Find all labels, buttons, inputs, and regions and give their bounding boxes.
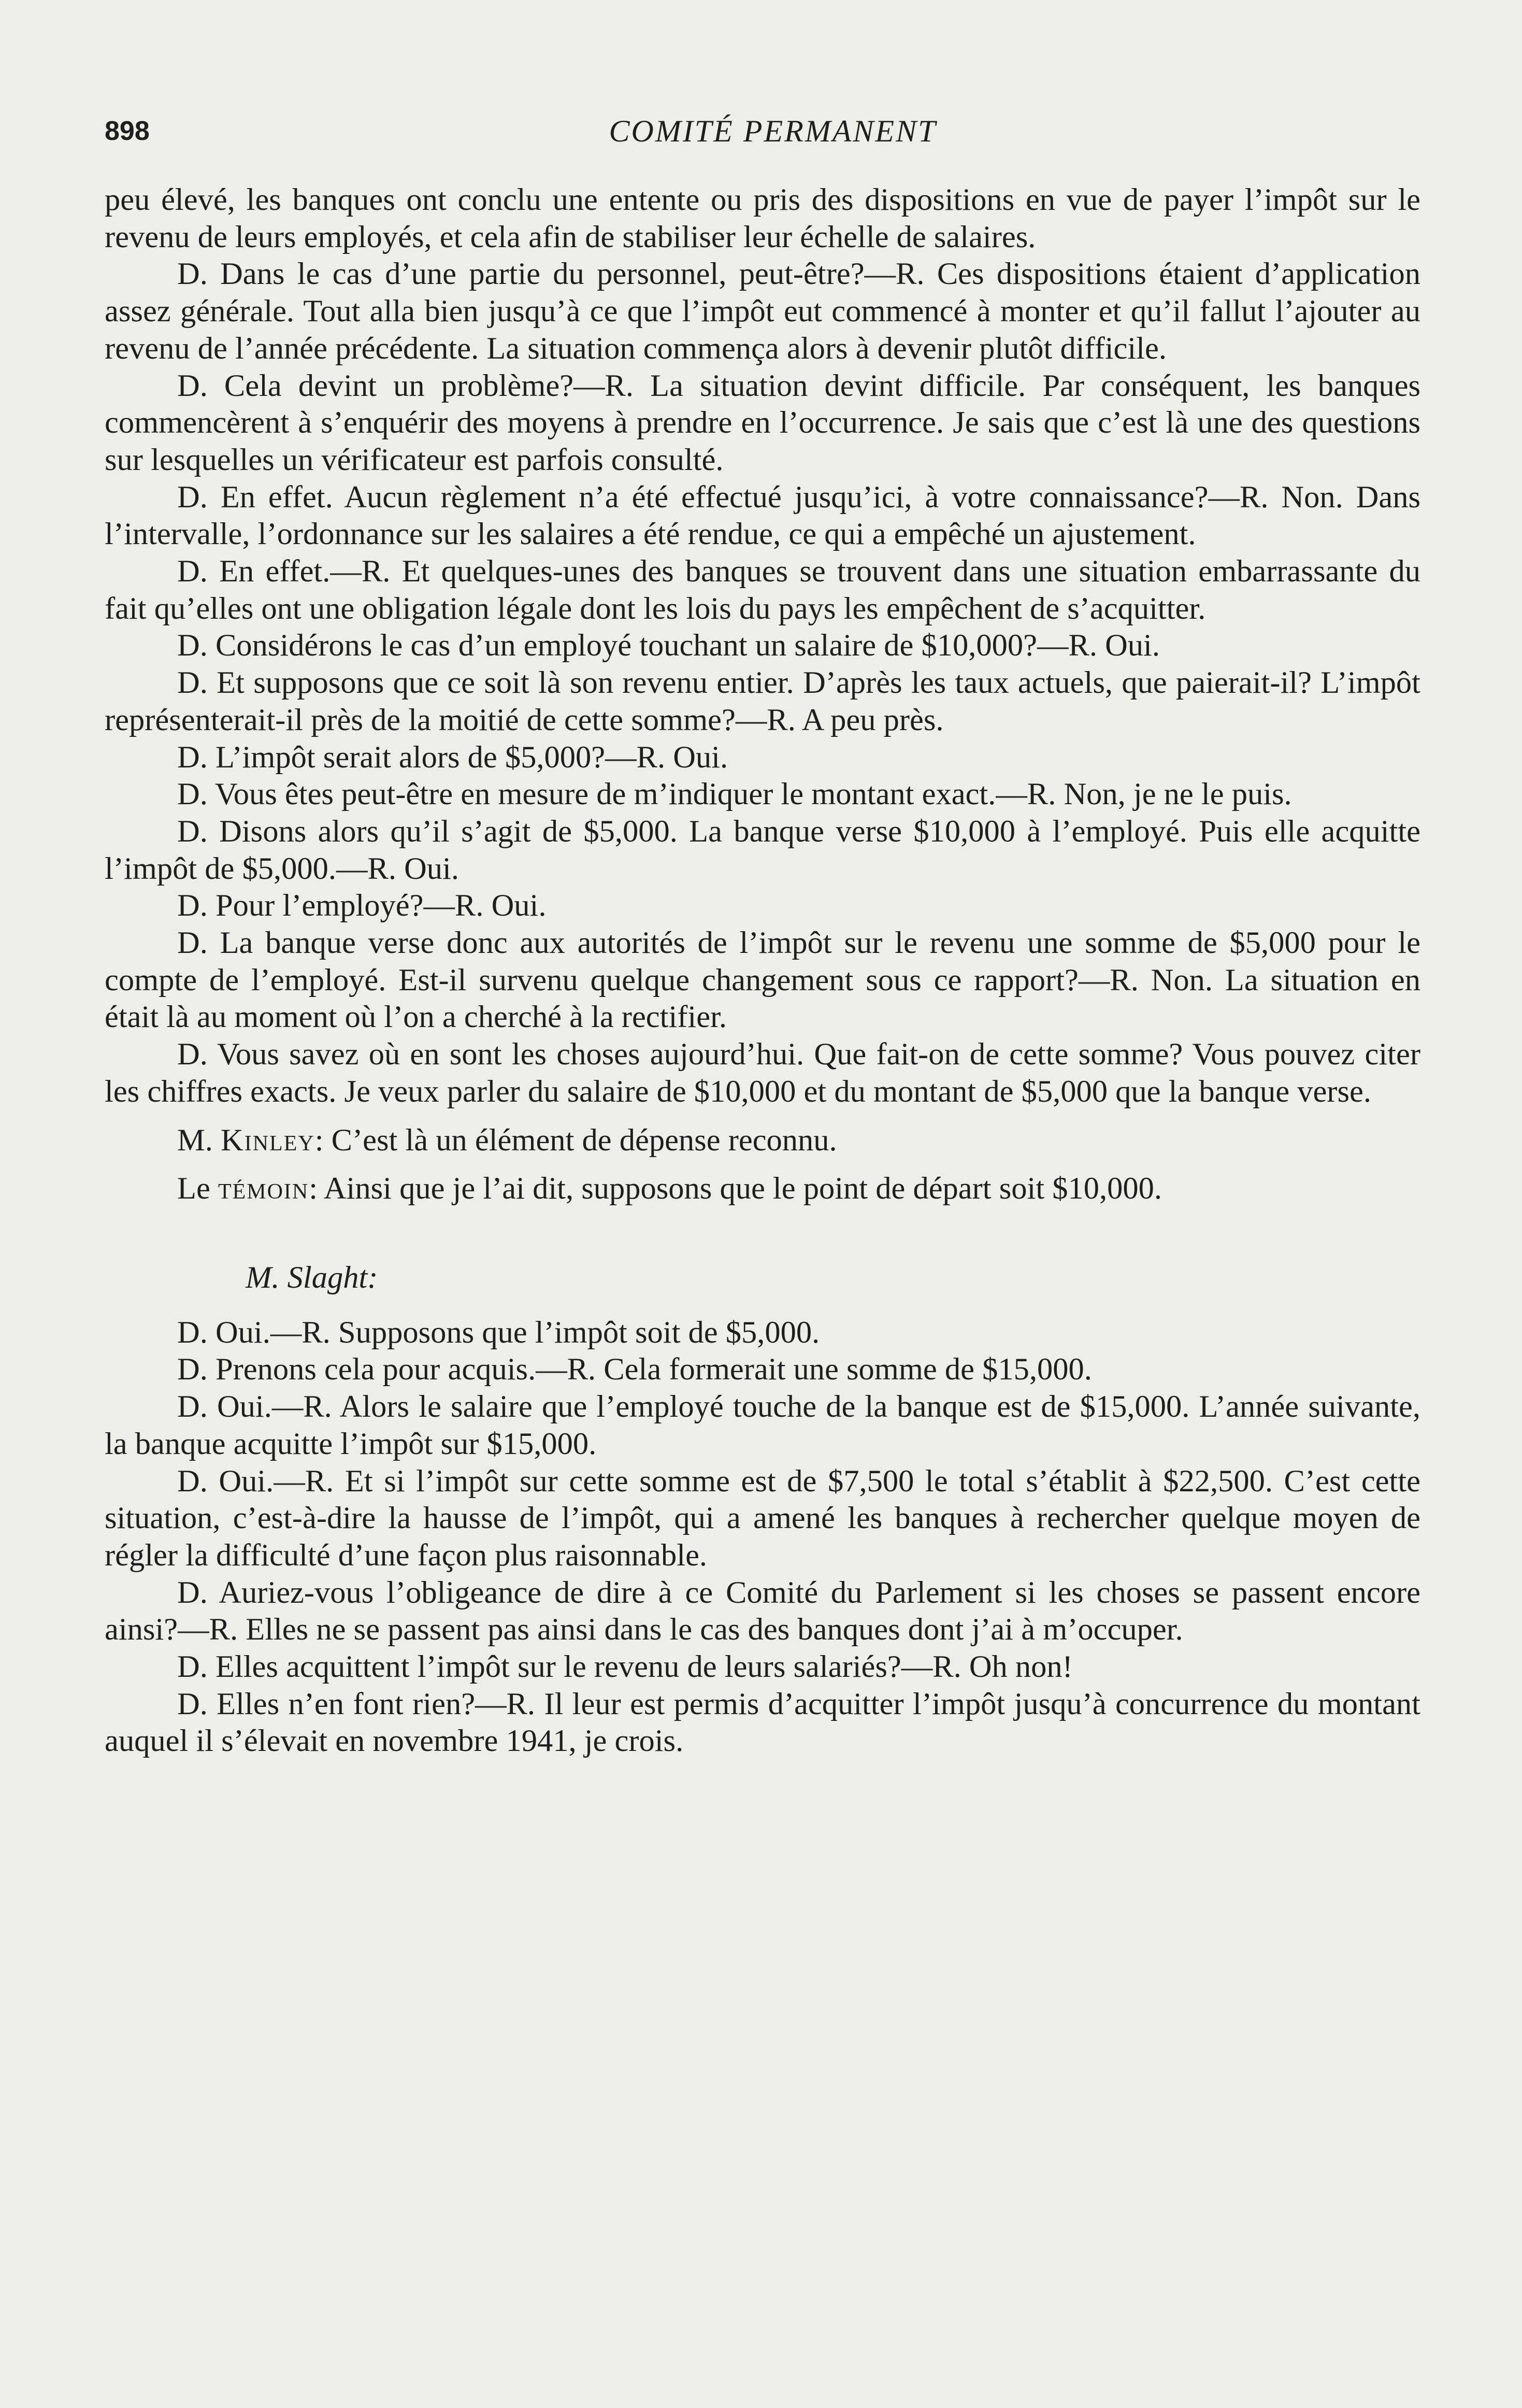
paragraph: D. Oui.—R. Et si l’impôt sur cette somme est de $7,500 le total s’établit à $22,500. C’est cette situation, c’est-à-dire la hausse de l’impôt, qui a amené les banques à rechercher quelque moyen de régler la difficulté d’une façon plus raisonnable.: [105, 1463, 1420, 1573]
kinley-statement: [105, 1122, 1420, 1159]
running-head: [105, 113, 1420, 149]
statement-text: : C’est là un élément de dépense reconnu.: [314, 1122, 837, 1158]
speaker-name: témoin: [218, 1171, 309, 1206]
paragraph: D. Oui.—R. Supposons que l’impôt soit de $5,000.: [177, 1315, 820, 1350]
paragraph: D. L’impôt serait alors de $5,000?—R. Oui.: [177, 739, 728, 775]
paragraph: D. Considérons le cas d’un employé touchant un salaire de $10,000?—R. Oui.: [177, 628, 1160, 663]
paragraph: D. La banque verse donc aux autorités de l’impôt sur le revenu une somme de $5,000 pour le compte de l’employé. Est-il survenu quelque changement sous ce rapport?—R. Non. La situation en était là au moment où l’on a cherché à la rectifier.: [105, 925, 1420, 1035]
paragraph: D. Et supposons que ce soit là son revenu entier. D’après les taux actuels, que paierait-il? L’impôt représenterait-il près de la moitié de cette somme?—R. A peu près.: [105, 665, 1420, 737]
running-title: COMITÉ PERMANENT: [609, 114, 937, 148]
paragraph: D. Pour l’employé?—R. Oui.: [177, 888, 547, 923]
paragraph: D. Prenons cela pour acquis.—R. Cela formerait une somme de $15,000.: [177, 1352, 1092, 1387]
body-text: [105, 181, 1420, 1760]
paragraph: D. Elles n’en font rien?—R. Il leur est permis d’acquitter l’impôt jusqu’à concurrence du montant auquel il s’élevait en novembre 1941, je crois.: [105, 1686, 1420, 1759]
paragraph: D. Elles acquittent l’impôt sur le revenu de leurs salariés?—R. Oh non!: [177, 1649, 1073, 1685]
paragraph: peu élevé, les banques ont conclu une entente ou pris des dispositions en vue de payer l’impôt sur le revenu de leurs employés, et cela afin de stabiliser leur échelle de salaires.: [105, 182, 1420, 254]
witness-statement: [105, 1170, 1420, 1207]
page-number: 898: [105, 116, 150, 146]
paragraph: D. Auriez-vous l’obligeance de dire à ce Comité du Parlement si les choses se passent encore ainsi?—R. Elles ne se passent pas ainsi dans le cas des banques dont j’ai à m’occuper.: [105, 1575, 1420, 1647]
paragraph: D. Cela devint un problème?—R. La situation devint difficile. Par conséquent, les banques commencèrent à s’enquérir des moyens à prendre en l’occurrence. Je sais que c’est là une des questions sur lesquelles un vérificateur est parfois consulté.: [105, 368, 1420, 477]
statement-text: : Ainsi que je l’ai dit, supposons que le point de départ soit $10,000.: [309, 1171, 1162, 1206]
paragraph: D. Dans le cas d’une partie du personnel, peut-être?—R. Ces dispositions étaient d’application assez générale. Tout alla bien jusqu’à ce que l’impôt eut commencé à monter et qu’il fallut l’ajouter au revenu de l’année précédente. La situation commença alors à devenir plutôt difficile.: [105, 257, 1420, 366]
paragraph: D. Disons alors qu’il s’agit de $5,000. La banque verse $10,000 à l’employé. Puis elle acquitte l’impôt de $5,000.—R. Oui.: [105, 814, 1420, 886]
paragraph: D. En effet. Aucun règlement n’a été effectué jusqu’ici, à votre connaissance?—R. Non. Dans l’intervalle, l’ordonnance sur les salaires a été rendue, ce qui a empêché un ajustement.: [105, 479, 1420, 552]
paragraph: D. Vous savez où en sont les choses aujourd’hui. Que fait-on de cette somme? Vous pouvez citer les chiffres exacts. Je veux parler du salaire de $10,000 et du montant de $5,000 que la banque verse.: [105, 1037, 1420, 1109]
paragraph: D. En effet.—R. Et quelques-unes des banques se trouvent dans une situation embarrassante du fait qu’elles ont une obligation légale dont les lois du pays les empêchent de s’acquitter.: [105, 554, 1420, 626]
speaker-prefix: Le: [177, 1171, 210, 1206]
speaker-name: Kinley: [221, 1122, 315, 1158]
paragraph: D. Vous êtes peut-être en mesure de m’indiquer le montant exact.—R. Non, je ne le puis.: [177, 777, 1292, 812]
speaker-heading: M. Slaght:: [246, 1260, 378, 1295]
speaker-prefix: M.: [177, 1122, 213, 1158]
paragraph: D. Oui.—R. Alors le salaire que l’employé touche de la banque est de $15,000. L’année suivante, la banque acquitte l’impôt sur $15,000.: [105, 1389, 1420, 1461]
